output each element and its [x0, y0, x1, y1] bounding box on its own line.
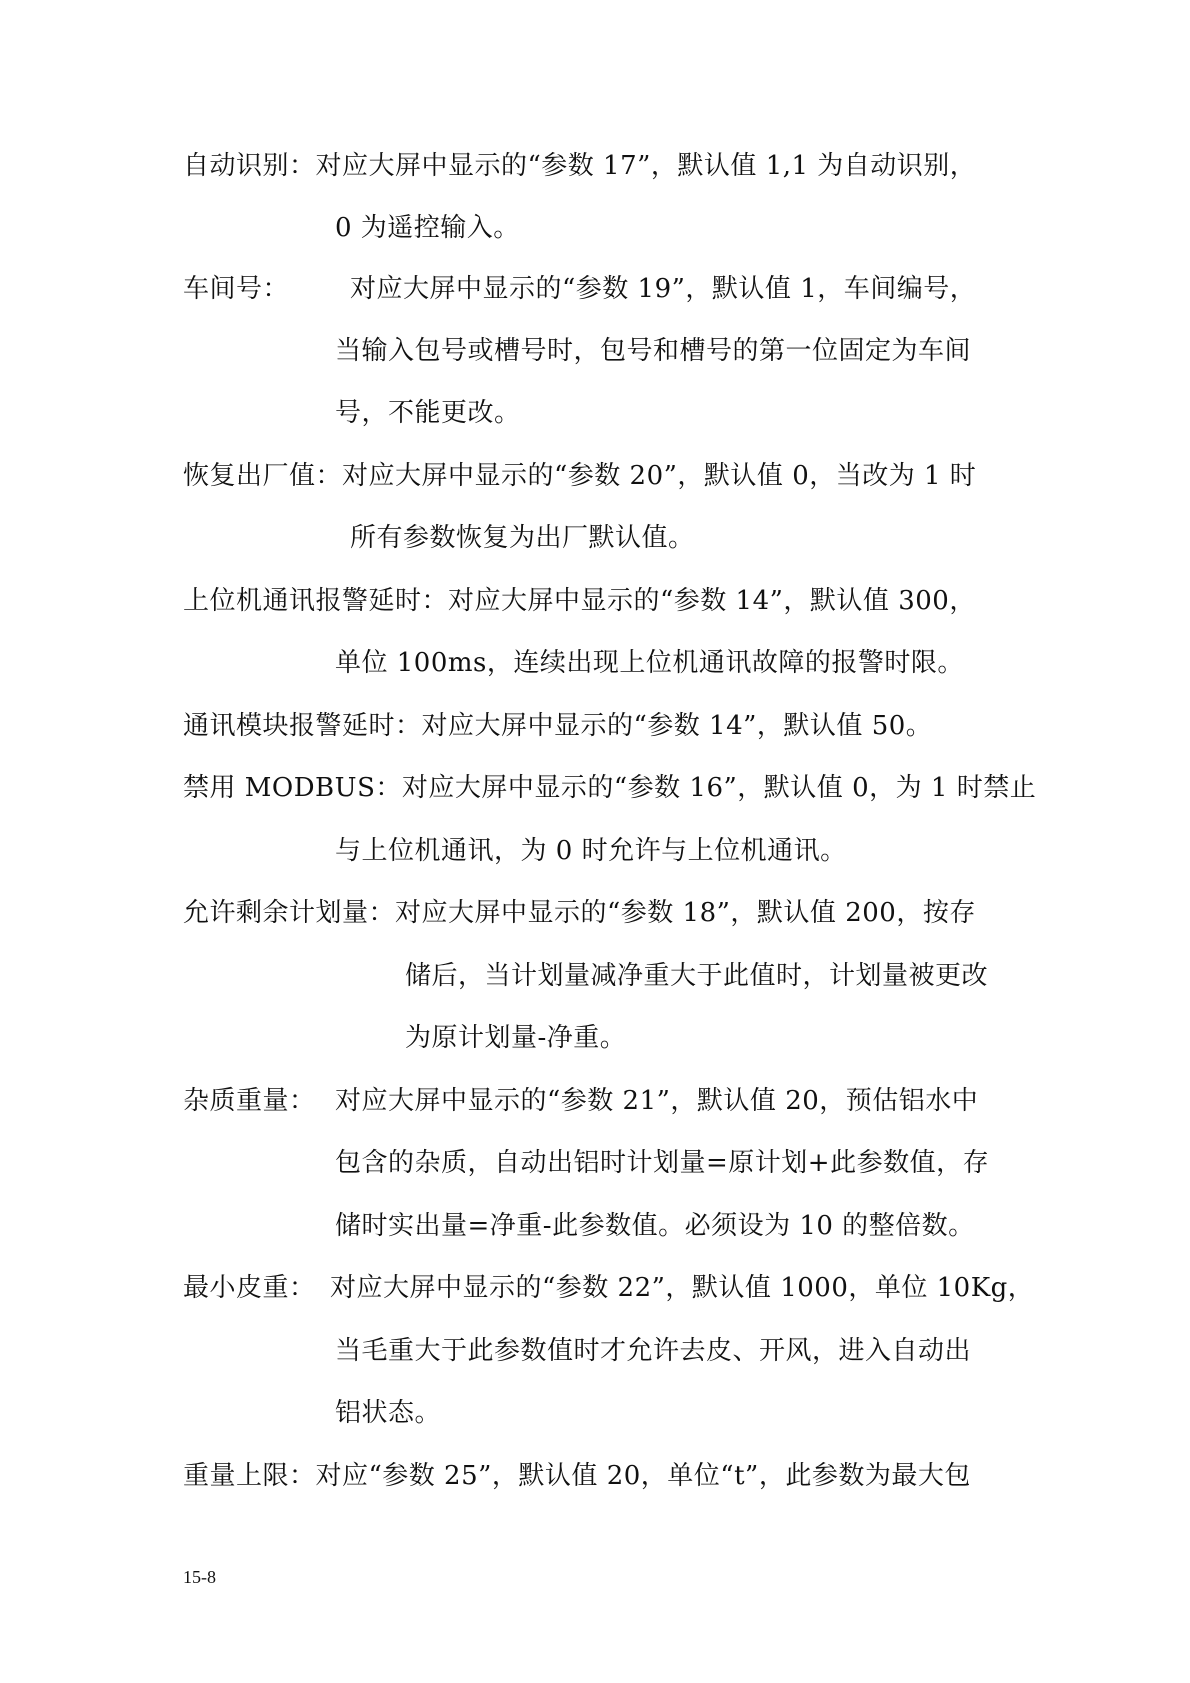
page-number: 15-8	[183, 1567, 216, 1587]
text-line: 为原计划量-净重。	[405, 1023, 627, 1053]
text-line: 通讯模块报警延时：对应大屏中显示的“参数 14”，默认值 50。	[183, 711, 933, 741]
text-line: 与上位机通讯，为 0 时允许与上位机通讯。	[335, 836, 847, 866]
text-line: 车间号：	[183, 274, 290, 304]
text-line: 上位机通讯报警延时：对应大屏中显示的“参数 14”，默认值 300，	[183, 586, 976, 616]
text-line: 储时实出量=净重-此参数值。必须设为 10 的整倍数。	[335, 1211, 975, 1241]
text-line: 对应大屏中显示的“参数 22”，默认值 1000，单位 10Kg，	[330, 1273, 1035, 1303]
text-line: 允许剩余计划量：对应大屏中显示的“参数 18”，默认值 200，按存	[183, 898, 976, 928]
text-line: 储后，当计划量减净重大于此值时，计划量被更改	[405, 961, 989, 991]
text-line: 当毛重大于此参数值时才允许去皮、开风，进入自动出	[335, 1336, 972, 1366]
text-line: 恢复出厂值：对应大屏中显示的“参数 20”，默认值 0，当改为 1 时	[183, 461, 977, 491]
text-line: 禁用 MODBUS：对应大屏中显示的“参数 16”，默认值 0，为 1 时禁止	[183, 773, 1037, 803]
text-line: 所有参数恢复为出厂默认值。	[350, 523, 695, 553]
text-line: 号，不能更改。	[335, 398, 521, 428]
text-line: 当输入包号或槽号时，包号和槽号的第一位固定为车间	[335, 336, 972, 366]
text-line: 最小皮重：	[183, 1273, 316, 1303]
text-line: 杂质重量：	[183, 1086, 316, 1116]
text-line: 对应大屏中显示的“参数 19”，默认值 1，车间编号，	[350, 274, 977, 304]
text-line: 对应大屏中显示的“参数 21”，默认值 20，预估铝水中	[335, 1086, 979, 1116]
text-line: 铝状态。	[335, 1398, 442, 1428]
text-line: 重量上限：对应“参数 25”，默认值 20，单位“t”，此参数为最大包	[183, 1461, 971, 1491]
text-line: 单位 100ms，连续出现上位机通讯故障的报警时限。	[335, 648, 964, 678]
text-line: 0 为遥控输入。	[335, 213, 520, 243]
text-line: 包含的杂质，自动出铝时计划量=原计划+此参数值，存	[335, 1148, 990, 1178]
text-line: 自动识别：对应大屏中显示的“参数 17”，默认值 1,1 为自动识别，	[183, 151, 977, 181]
